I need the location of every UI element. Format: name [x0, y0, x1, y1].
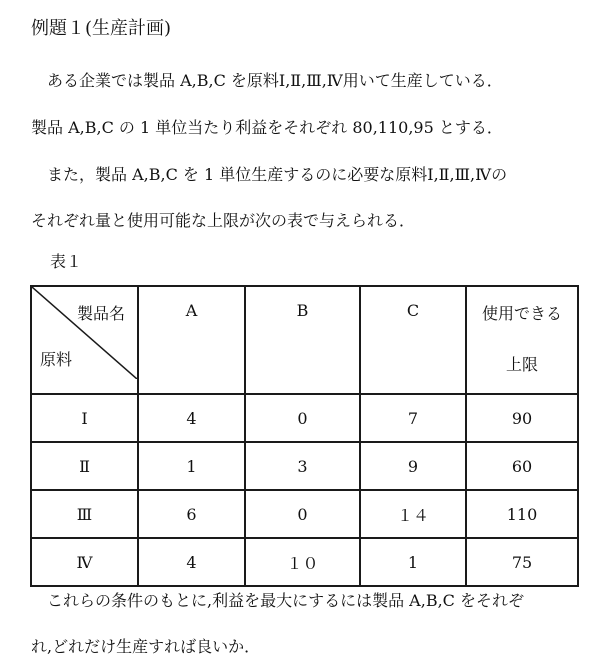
paragraph-1: ある企業では製品 A,B,C を原料Ⅰ,Ⅱ,Ⅲ,Ⅳ用いて生産している．	[31, 71, 503, 90]
cell-limit: 75	[466, 538, 578, 586]
cell-c: 9	[360, 442, 466, 490]
cell-limit: 60	[466, 442, 578, 490]
column-header-a: A	[138, 286, 245, 394]
corner-label-material: 原料	[40, 350, 73, 369]
cell-a: 6	[138, 490, 245, 538]
row-material: Ⅳ	[31, 538, 138, 586]
cell-b: 3	[245, 442, 360, 490]
closing-line-2: れ,どれだけ生産すれば良いか．	[31, 637, 261, 656]
cell-c: １４	[360, 490, 466, 538]
problem-title: 例題１(生産計画)	[31, 18, 172, 39]
closing-line-1: これらの条件のもとに,利益を最大にするには製品 A,B,C をそれぞ	[31, 591, 524, 610]
cell-b: １０	[245, 538, 360, 586]
limit-header-line2: 上限	[505, 355, 538, 374]
table-header-row	[31, 286, 578, 394]
cell-a: 4	[138, 394, 245, 442]
table-caption: 表１	[50, 252, 83, 271]
paragraph-4: それぞれ量と使用可能な上限が次の表で与えられる．	[31, 211, 416, 230]
corner-label-product: 製品名	[76, 304, 125, 323]
corner-cell	[31, 286, 138, 394]
row-material: Ⅱ	[31, 442, 138, 490]
cell-limit: 110	[466, 490, 578, 538]
cell-a: 4	[138, 538, 245, 586]
column-header-b: B	[245, 286, 360, 394]
row-material: Ⅲ	[31, 490, 138, 538]
paragraph-3: また，製品 A,B,C を 1 単位生産するのに必要な原料Ⅰ,Ⅱ,Ⅲ,Ⅳの	[31, 165, 508, 184]
table-row	[31, 394, 578, 442]
cell-b: 0	[245, 490, 360, 538]
cell-c: 1	[360, 538, 466, 586]
limit-header-line1: 使用できる	[481, 304, 562, 323]
cell-limit: 90	[466, 394, 578, 442]
table-row	[31, 538, 578, 586]
table-row	[31, 442, 578, 490]
column-header-limit	[466, 286, 578, 394]
column-header-c: C	[360, 286, 466, 394]
paragraph-2: 製品 A,B,C の 1 単位当たり利益をそれぞれ 80,110,95 とする．	[31, 118, 503, 137]
cell-a: 1	[138, 442, 245, 490]
cell-c: 7	[360, 394, 466, 442]
materials-table	[30, 285, 579, 587]
cell-b: 0	[245, 394, 360, 442]
table-row	[31, 490, 578, 538]
row-material: Ⅰ	[31, 394, 138, 442]
